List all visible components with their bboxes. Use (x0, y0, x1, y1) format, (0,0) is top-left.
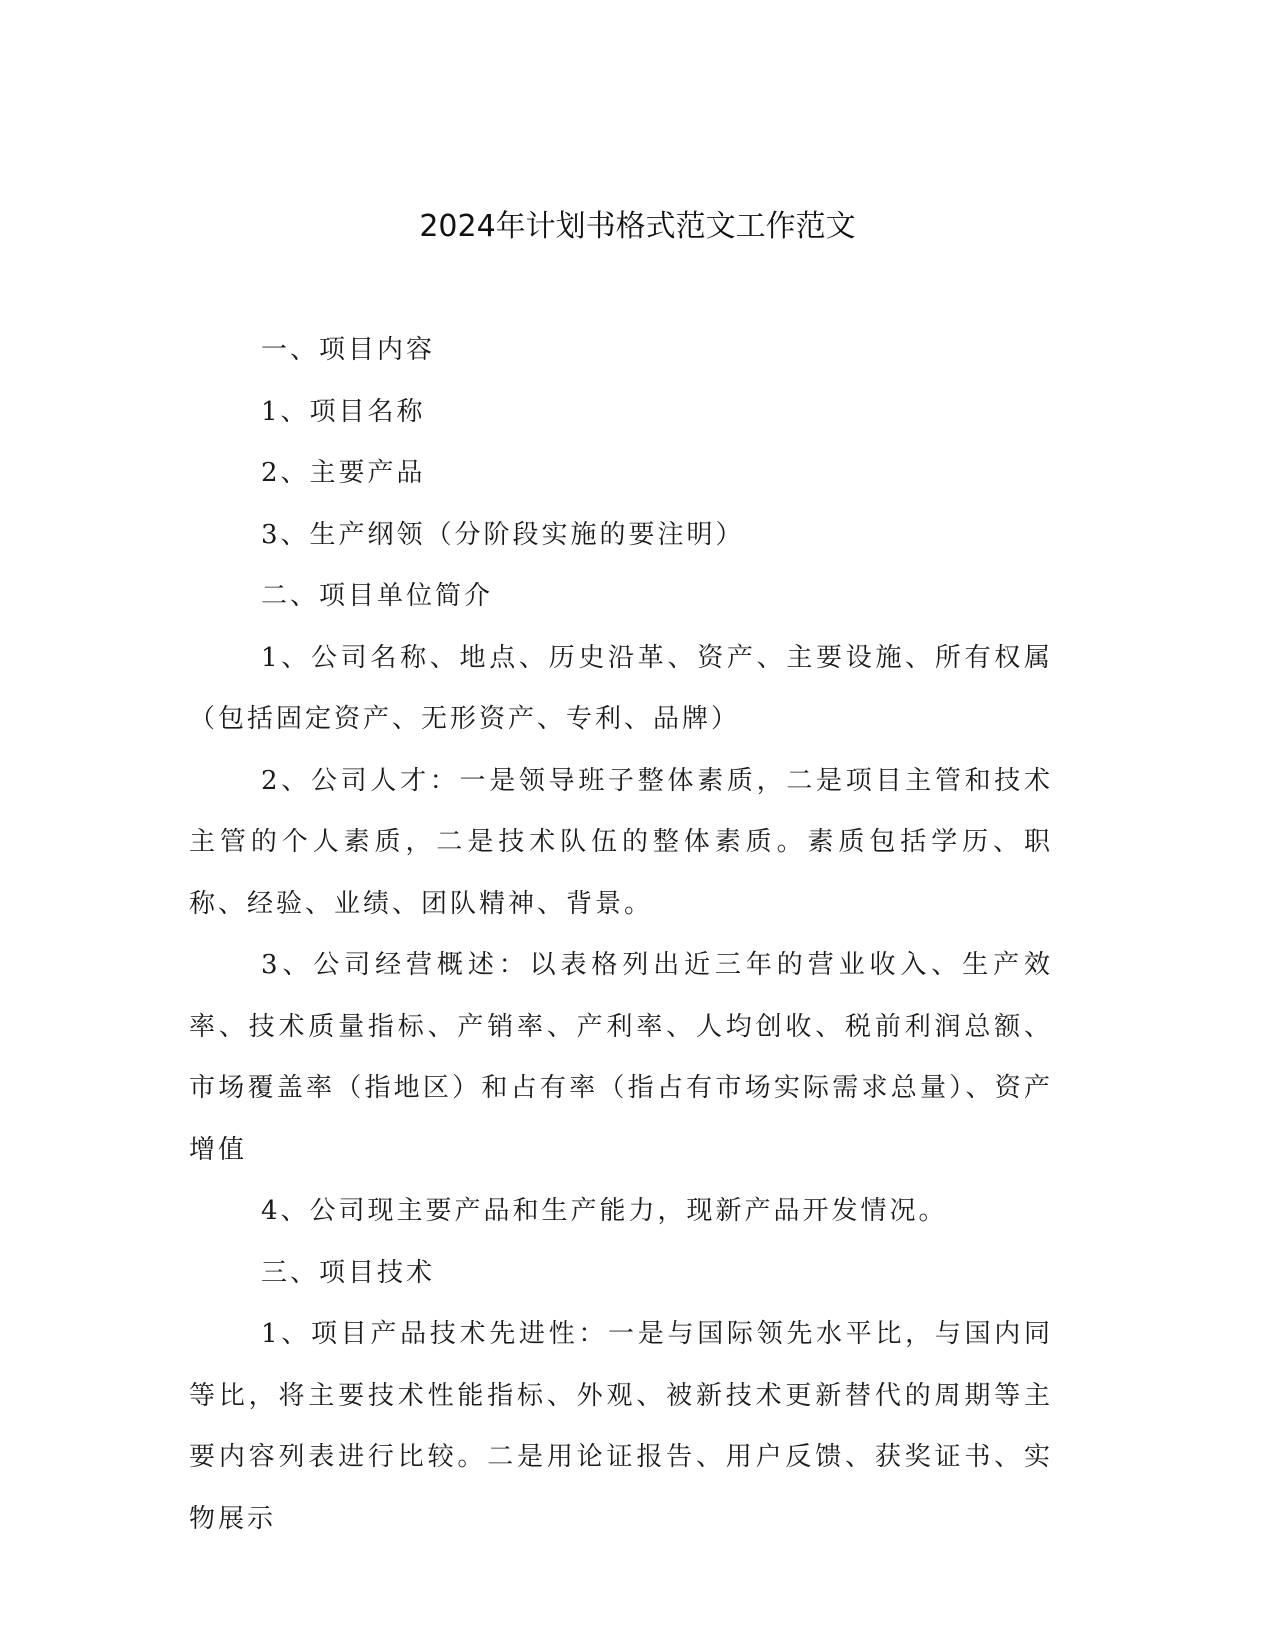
item-technology-advancement: 1、项目产品技术先进性：一是与国际领先水平比，与国内同等比，将主要技术性能指标、外观、被新技术更新替代的周期等主要内容列表进行比较。二是用论证报告、用户反馈、获奖证书、实物展示 (189, 1319, 1053, 1534)
document-body (189, 320, 1053, 1550)
document-title: 2024年计划书格式范文工作范文 (419, 209, 856, 244)
heading-project-technology: 三、项目技术 (261, 1257, 436, 1288)
item-main-products: 2、主要产品 (261, 458, 426, 488)
item-company-talent: 2、公司人才：一是领导班子整体素质，二是项目主管和技术主管的个人素质，二是技术队伍的整体素质。素质包括学历、职称、经验、业绩、团队精神、背景。 (189, 765, 1053, 919)
heading-project-content: 一、项目内容 (261, 335, 436, 365)
item-production-program: 3、生产纲领（分阶段实施的要注明） (261, 519, 745, 550)
heading-company-profile: 二、项目单位简介 (261, 581, 494, 611)
item-products-capacity: 4、公司现主要产品和生产能力，现新产品开发情况。 (261, 1196, 948, 1226)
item-company-name: 1、公司名称、地点、历史沿革、资产、主要设施、所有权属（包括固定资产、无形资产、专利、品牌） (189, 642, 1053, 734)
item-project-name: 1、项目名称 (261, 396, 426, 427)
item-business-overview: 3、公司经营概述：以表格列出近三年的营业收入、生产效率、技术质量指标、产销率、产利率、人均创收、税前利润总额、市场覆盖率（指地区）和占有率（指占有市场实际需求总量）、资产增值 (189, 950, 1053, 1165)
